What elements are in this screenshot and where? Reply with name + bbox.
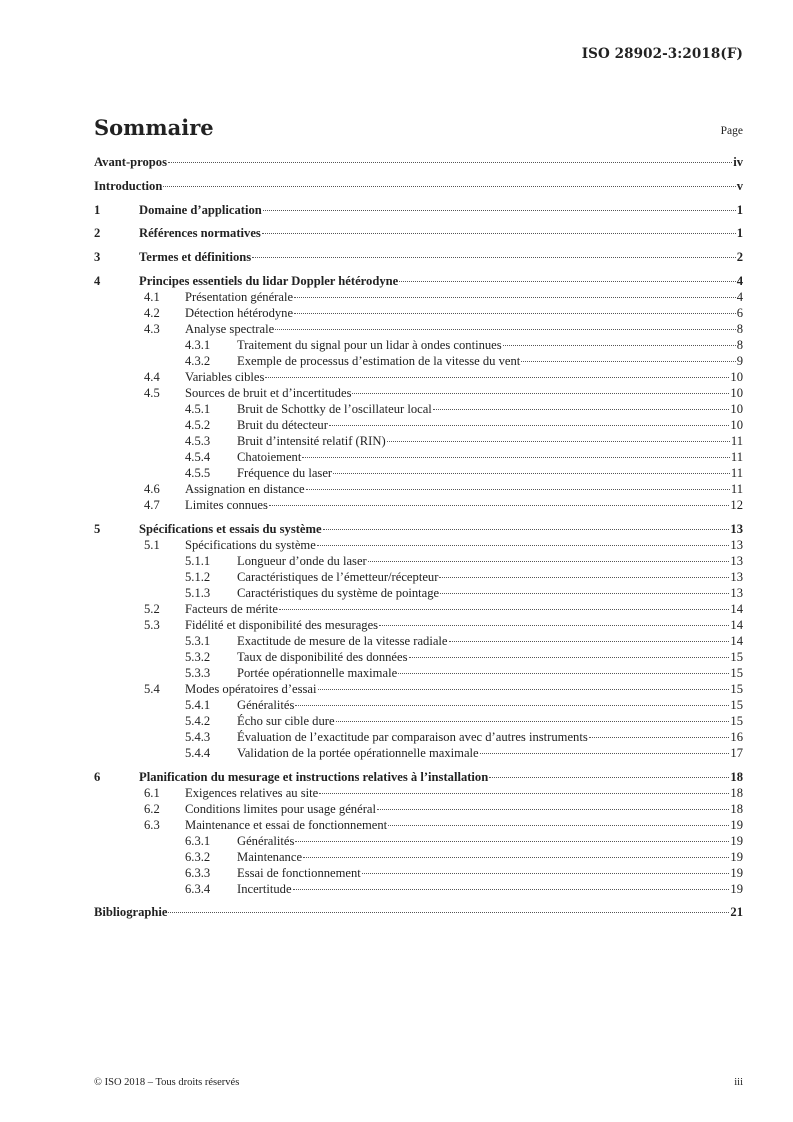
toc-entry-page: 18 [730, 769, 743, 784]
toc-entry-page: 14 [730, 601, 743, 616]
toc-entry-title: Fidélité et disponibilité des mesurages [185, 617, 379, 632]
toc-entry-body [237, 433, 743, 449]
toc-entry[interactable] [94, 713, 743, 729]
toc-entry-body [237, 649, 743, 665]
toc-entry-title: Exactitude de mesure de la vitesse radiale [237, 633, 448, 648]
toc-entry-title: Essai de fonctionnement [237, 865, 361, 880]
toc-entry-page: 15 [730, 697, 743, 712]
toc-entry-page: 15 [730, 713, 743, 728]
toc-entry-page: 6 [736, 306, 743, 320]
toc-entry-page: 11 [730, 434, 743, 448]
toc-entry-body [237, 337, 743, 353]
toc-entry-page: 11 [730, 482, 743, 496]
toc-entry[interactable] [94, 601, 743, 617]
toc-entry-body [237, 665, 743, 681]
toc-entry-page: 13 [730, 569, 743, 584]
toc-entry-page: 4 [736, 274, 743, 288]
toc-entry-number: 5.4.2 [185, 713, 211, 728]
toc-entry-page: 12 [730, 498, 743, 512]
toc-entry-title: Limites connues [185, 498, 268, 512]
toc-entry-page: iv [733, 155, 743, 169]
toc-entry-page: 19 [730, 817, 743, 832]
toc-entry[interactable] [94, 553, 743, 569]
toc-entry-title: Fréquence du laser [237, 466, 333, 480]
toc-entry-title: Taux de disponibilité des données [237, 649, 408, 664]
toc-entry-number: 5.3.3 [185, 665, 211, 680]
dot-leader [279, 609, 729, 610]
toc-entry-title: Bruit du détecteur [237, 418, 328, 432]
toc-entry-page: 1 [736, 226, 743, 241]
toc-entry-body [185, 681, 743, 697]
dot-leader [589, 737, 730, 738]
toc-entry[interactable] [94, 833, 743, 849]
toc-entry-title: Spécifications du système [185, 537, 316, 552]
toc-entry-body [237, 865, 743, 881]
toc-entry[interactable] [94, 785, 743, 801]
toc-entry-title: Introduction [94, 178, 163, 193]
toc-entry-number: 4.4 [144, 370, 160, 384]
toc-entry-page: 10 [730, 402, 743, 416]
toc-entry-page: 14 [730, 633, 743, 648]
toc-entry-title: Bibliographie [94, 905, 168, 920]
toc-entry-title: Exigences relatives au site [185, 785, 319, 800]
dot-leader [336, 721, 730, 722]
page-title: Sommaire [94, 115, 214, 140]
toc-entry-body [185, 537, 743, 553]
dot-leader [317, 545, 730, 546]
dot-leader [263, 210, 736, 211]
toc-entry-number: 5.4.4 [185, 745, 211, 760]
toc-entry-body [237, 449, 743, 465]
toc-entry-number: 6 [94, 769, 101, 784]
toc-entry-title: Généralités [237, 833, 295, 848]
dot-leader [293, 889, 730, 890]
toc-entry-number: 5.1 [144, 537, 160, 552]
toc-entry-title: Écho sur cible dure [237, 713, 335, 728]
toc-entry-body [94, 178, 743, 194]
toc-entry[interactable] [94, 681, 743, 697]
toc-entry-body [139, 521, 743, 537]
toc-entry-number: 6.3.3 [185, 865, 211, 880]
toc-entry-page: v [736, 178, 743, 193]
toc-entry-body [185, 385, 743, 401]
toc-entry-number: 4.5.5 [185, 466, 211, 480]
toc-entry-page: 21 [730, 905, 743, 920]
toc-entry-title: Maintenance et essai de fonctionnement [185, 817, 388, 832]
dot-leader [388, 825, 729, 826]
toc-entry-title: Principes essentiels du lidar Doppler hétérodyne [139, 274, 399, 288]
toc-entry-title: Caractéristiques du système de pointage [237, 585, 440, 600]
dot-leader [333, 473, 730, 474]
toc-entry[interactable] [94, 769, 743, 785]
toc-entry[interactable] [94, 154, 743, 170]
toc-entry[interactable] [94, 417, 743, 433]
toc-entry[interactable] [94, 305, 743, 321]
toc-entry-number: 5 [94, 521, 101, 536]
toc-entry-body [139, 249, 743, 265]
toc-entry-number: 4.3.1 [185, 338, 211, 352]
dot-leader [294, 297, 736, 298]
toc-entry-number: 5.2 [144, 601, 160, 616]
toc-entry-page: 15 [730, 649, 743, 664]
toc-entry-title: Planification du mesurage et instructions relatives à l’installation [139, 769, 489, 784]
toc-entry[interactable] [94, 665, 743, 681]
toc-entry-number: 5.4 [144, 681, 160, 696]
toc-entry-title: Incertitude [237, 881, 292, 896]
toc-entry[interactable] [94, 449, 743, 465]
toc-entry[interactable] [94, 273, 743, 289]
toc-entry-number: 4.2 [144, 306, 160, 320]
toc-entry-page: 13 [730, 537, 743, 552]
toc-entry-body [185, 369, 743, 385]
toc-entry-number: 4.5.2 [185, 418, 211, 432]
toc-entry-title: Validation de la portée opérationnelle maximale [237, 745, 479, 760]
toc-entry-number: 2 [94, 226, 101, 241]
toc-entry[interactable] [94, 465, 743, 481]
toc-entry-page: 19 [730, 881, 743, 896]
toc-entry-page: 14 [730, 617, 743, 632]
toc-entry-number: 4.5 [144, 386, 160, 400]
toc-entry-body [185, 305, 743, 321]
dot-leader [377, 809, 729, 810]
dot-leader [306, 489, 730, 490]
toc-entry-page: 9 [736, 354, 743, 368]
toc-entry[interactable] [94, 225, 743, 241]
toc-entry-body [237, 833, 743, 849]
toc-entry-number: 6.1 [144, 785, 160, 800]
dot-leader [168, 912, 729, 913]
toc-entry-body [237, 881, 743, 897]
dot-leader [318, 689, 730, 690]
toc-entry[interactable] [94, 817, 743, 833]
toc-entry-title: Domaine d’application [139, 202, 262, 217]
toc-entry-title: Portée opérationnelle maximale [237, 665, 398, 680]
toc-entry[interactable] [94, 585, 743, 601]
toc-entry-page: 16 [730, 729, 743, 744]
toc-entry-title: Caractéristiques de l’émetteur/récepteur [237, 569, 439, 584]
toc-entry[interactable] [94, 865, 743, 881]
toc-entry-body [237, 745, 743, 761]
dot-leader [329, 425, 729, 426]
dot-leader [399, 281, 735, 282]
dot-leader [379, 625, 729, 626]
toc-entry-title: Maintenance [237, 849, 303, 864]
toc-entry[interactable] [94, 481, 743, 497]
dot-leader [294, 313, 736, 314]
dot-leader [439, 577, 729, 578]
toc-entry-body [185, 617, 743, 633]
dot-leader [303, 857, 729, 858]
toc-entry-title: Détection hétérodyne [185, 306, 294, 320]
toc-entry-number: 4.5.1 [185, 402, 211, 416]
toc-entry[interactable] [94, 337, 743, 353]
toc-entry-body [237, 585, 743, 601]
toc-entry-number: 3 [94, 250, 101, 265]
toc-entry-page: 11 [730, 450, 743, 464]
toc-entry-body [185, 817, 743, 833]
toc-entry[interactable] [94, 729, 743, 745]
toc-entry-body [237, 633, 743, 649]
toc-entry-title: Assignation en distance [185, 482, 305, 496]
toc-entry-page: 19 [730, 865, 743, 880]
toc-entry-title: Présentation générale [185, 290, 294, 304]
toc-entry-page: 15 [730, 681, 743, 696]
toc-entry-number: 5.3.1 [185, 633, 211, 648]
toc-entry-title: Références normatives [139, 226, 261, 241]
toc-entry-body [237, 353, 743, 369]
dot-leader [387, 441, 730, 442]
toc-entry-number: 5.3.2 [185, 649, 211, 664]
dot-leader [362, 873, 730, 874]
toc-entry[interactable] [94, 202, 743, 218]
dot-leader [440, 593, 729, 594]
toc-entry-number: 4.3.2 [185, 354, 211, 368]
dot-leader [433, 409, 730, 410]
toc-entry-body [94, 904, 743, 920]
toc-entry-title: Variables cibles [185, 370, 265, 384]
toc-entry[interactable] [94, 521, 743, 537]
toc-entry-body [185, 785, 743, 801]
title-row [94, 114, 743, 140]
toc-entry-title: Facteurs de mérite [185, 601, 279, 616]
toc-entry-title: Analyse spectrale [185, 322, 275, 336]
toc-entry[interactable] [94, 617, 743, 633]
toc-entry-number: 5.1.1 [185, 553, 211, 568]
toc-entry[interactable] [94, 497, 743, 513]
toc-entry-number: 4.6 [144, 482, 160, 496]
toc-entry-title: Évaluation de l’exactitude par comparaison avec d’autres instruments [237, 729, 588, 744]
toc-entry-body [185, 601, 743, 617]
toc-entry[interactable] [94, 385, 743, 401]
toc-entry-title: Traitement du signal pour un lidar à ondes continues [237, 338, 502, 352]
dot-leader [503, 345, 736, 346]
toc-entry[interactable] [94, 633, 743, 649]
toc-entry[interactable] [94, 569, 743, 585]
toc-entry-body [139, 273, 743, 289]
toc-entry-body [185, 497, 743, 513]
toc-entry-page: 8 [736, 338, 743, 352]
toc-entry-number: 5.3 [144, 617, 160, 632]
dot-leader [368, 561, 730, 562]
toc-entry-title: Chatoiement [237, 450, 302, 464]
toc-entry-number: 6.3.2 [185, 849, 211, 864]
toc-entry[interactable] [94, 849, 743, 865]
footer-page-number: iii [734, 1077, 743, 1088]
toc-entry-body [185, 321, 743, 337]
toc-entry-page: 15 [730, 665, 743, 680]
toc-entry-body [237, 849, 743, 865]
toc-entry-page: 8 [736, 322, 743, 336]
toc-entry-number: 6.2 [144, 801, 160, 816]
toc-entry-number: 4.1 [144, 290, 160, 304]
dot-leader [319, 793, 729, 794]
toc-entry-body [139, 202, 743, 218]
footer-copyright: © ISO 2018 – Tous droits réservés [94, 1077, 240, 1088]
toc-entry-number: 1 [94, 202, 101, 217]
toc-entry-body [237, 553, 743, 569]
toc-entry-page: 10 [730, 386, 743, 400]
toc-entry[interactable] [94, 178, 743, 194]
toc-entry-number: 4.3 [144, 322, 160, 336]
toc-entry-title: Conditions limites pour usage général [185, 801, 376, 816]
dot-leader [302, 457, 730, 458]
toc-entry-number: 5.1.3 [185, 585, 211, 600]
toc-entry-title: Sources de bruit et d’incertitudes [185, 386, 352, 400]
toc-entry[interactable] [94, 649, 743, 665]
toc-entry-body [237, 713, 743, 729]
dot-leader [480, 753, 730, 754]
dot-leader [262, 233, 736, 234]
toc-entry[interactable] [94, 433, 743, 449]
dot-leader [295, 705, 729, 706]
dot-leader [163, 186, 735, 187]
dot-leader [398, 673, 729, 674]
toc-entry[interactable] [94, 745, 743, 761]
toc-entry-page: 10 [730, 418, 743, 432]
toc-entry-body [237, 729, 743, 745]
toc-entry-page: 13 [730, 553, 743, 568]
toc-entry-page: 17 [730, 745, 743, 760]
toc-entry[interactable] [94, 249, 743, 265]
toc-entry-title: Bruit d’intensité relatif (RIN) [237, 434, 386, 448]
toc-entry[interactable] [94, 369, 743, 385]
toc-entry-number: 5.1.2 [185, 569, 211, 584]
dot-leader [275, 329, 736, 330]
toc-entry-title: Modes opératoires d’essai [185, 681, 317, 696]
toc-entry-body [139, 769, 743, 785]
dot-leader [449, 641, 730, 642]
toc-entry-page: 10 [730, 370, 743, 384]
toc-entry[interactable] [94, 401, 743, 417]
dot-leader [352, 393, 729, 394]
toc-entry-page: 18 [730, 785, 743, 800]
toc-entry-page: 1 [736, 202, 743, 217]
toc-entry-body [185, 289, 743, 305]
toc-entry-number: 6.3.4 [185, 881, 211, 896]
dot-leader [323, 529, 730, 530]
dot-leader [269, 505, 730, 506]
toc-entry-title: Spécifications et essais du système [139, 521, 322, 536]
toc-entry-number: 6.3 [144, 817, 160, 832]
toc-entry-number: 5.4.3 [185, 729, 211, 744]
toc-entry-number: 4.5.3 [185, 434, 211, 448]
toc-entry-body [237, 417, 743, 433]
toc-entry-number: 4 [94, 274, 101, 288]
toc-entry-body [185, 481, 743, 497]
toc-entry[interactable] [94, 801, 743, 817]
toc-entry-page: 19 [730, 849, 743, 864]
toc-entry-title: Avant-propos [94, 155, 168, 169]
toc-entry[interactable] [94, 881, 743, 897]
toc-entry-title: Bruit de Schottky de l’oscillateur local [237, 402, 432, 416]
toc-entry-body [237, 697, 743, 713]
dot-leader [409, 657, 730, 658]
toc-entry-body [185, 801, 743, 817]
toc-entry[interactable] [94, 321, 743, 337]
dot-leader [521, 361, 735, 362]
toc-entry-page: 2 [736, 250, 743, 265]
toc-entry-page: 19 [730, 833, 743, 848]
toc-entry-body [237, 569, 743, 585]
toc-entry[interactable] [94, 537, 743, 553]
toc-entry-page: 13 [730, 585, 743, 600]
dot-leader [265, 377, 729, 378]
toc-entry-number: 6.3.1 [185, 833, 211, 848]
toc-entry-body [139, 225, 743, 241]
toc-entry-page: 18 [730, 801, 743, 816]
toc-entry-title: Généralités [237, 697, 295, 712]
dot-leader [295, 841, 729, 842]
toc-entry-title: Exemple de processus d’estimation de la vitesse du vent [237, 354, 521, 368]
toc-entry-number: 4.7 [144, 498, 160, 512]
toc-entry[interactable] [94, 353, 743, 369]
dot-leader [168, 162, 732, 163]
toc-entry-page: 4 [736, 290, 743, 304]
toc-entry[interactable] [94, 904, 743, 920]
document-id: ISO 28902-3:2018(F) [581, 46, 743, 62]
toc-entry-page: 11 [730, 466, 743, 480]
toc-entry-title: Termes et définitions [139, 250, 252, 265]
toc-entry-body [94, 154, 743, 170]
toc-entry[interactable] [94, 697, 743, 713]
toc-entry[interactable] [94, 289, 743, 305]
dot-leader [252, 257, 736, 258]
toc-entry-body [237, 401, 743, 417]
toc-entry-body [237, 465, 743, 481]
page-column-label: Page [720, 125, 743, 137]
toc-entry-number: 4.5.4 [185, 450, 211, 464]
toc-entry-title: Longueur d’onde du laser [237, 553, 367, 568]
toc-entry-number: 5.4.1 [185, 697, 211, 712]
toc-entry-page: 13 [730, 521, 743, 536]
dot-leader [489, 777, 729, 778]
